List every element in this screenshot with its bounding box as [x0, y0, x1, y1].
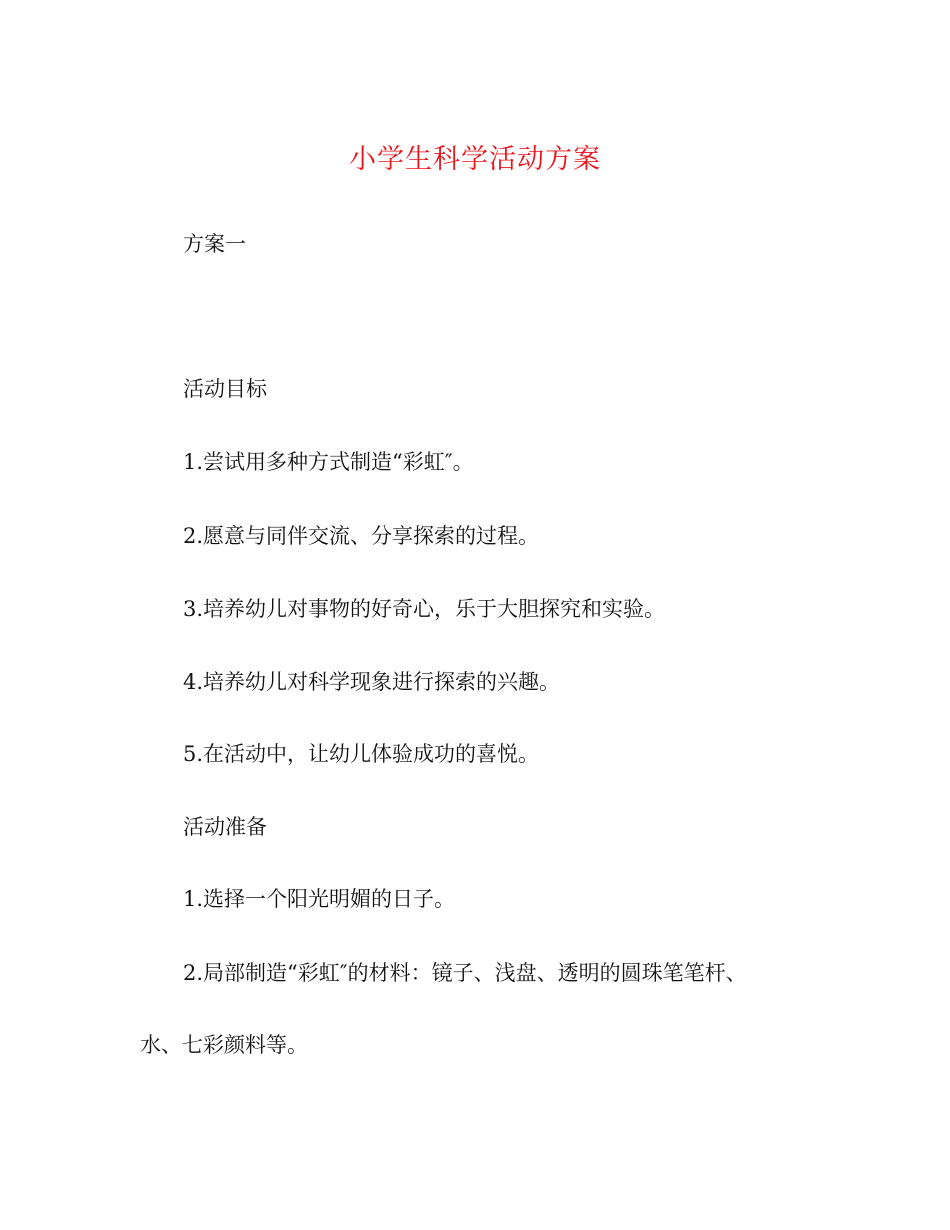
- prep-heading: 活动准备: [183, 815, 267, 839]
- prep-item-2-continued: 水、七彩颜料等。: [140, 1033, 308, 1057]
- goals-heading: 活动目标: [183, 377, 267, 401]
- document-title: 小学生科学活动方案: [349, 144, 601, 175]
- goal-item-1: 1.尝试用多种方式制造“彩虹″。: [183, 450, 474, 474]
- plan-heading: 方案一: [183, 232, 246, 256]
- goal-item-3: 3.培养幼儿对事物的好奇心，乐于大胆探究和实验。: [183, 597, 666, 621]
- prep-item-1: 1.选择一个阳光明媚的日子。: [183, 887, 456, 911]
- goal-item-5: 5.在活动中，让幼儿体验成功的喜悦。: [183, 742, 540, 766]
- prep-item-2: 2.局部制造“彩虹″的材料：镜子、浅盘、透明的圆珠笔笔杆、: [183, 961, 747, 985]
- goal-item-4: 4.培养幼儿对科学现象进行探索的兴趣。: [183, 670, 561, 694]
- goal-item-2: 2.愿意与同伴交流、分享探索的过程。: [183, 524, 540, 548]
